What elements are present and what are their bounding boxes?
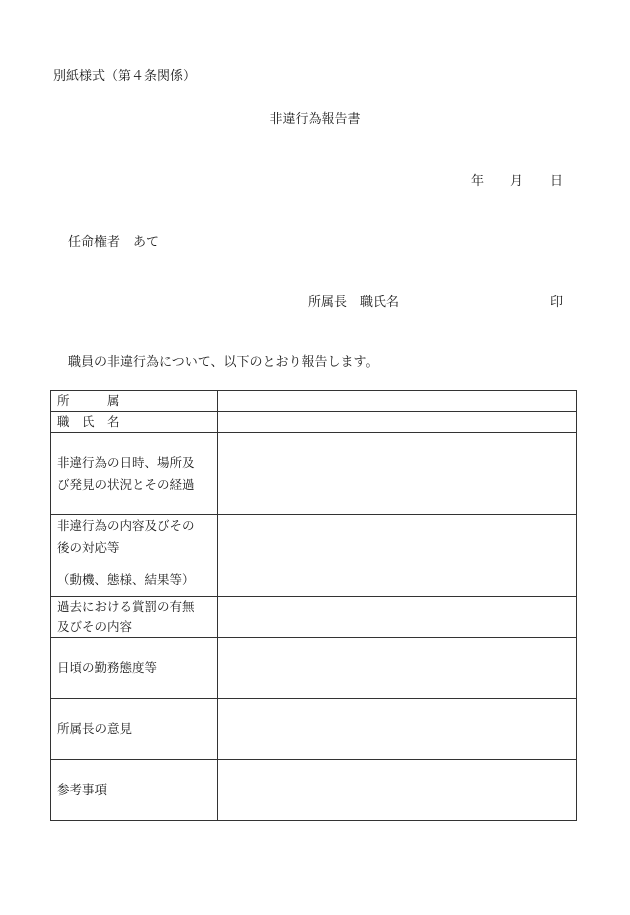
row-label-incident-circumstances: 非違行為の日時、場所及 び発見の状況とその経過: [57, 455, 195, 492]
row-label-work-attitude: 日頃の勤務態度等: [57, 660, 158, 675]
reference-field[interactable]: [218, 760, 577, 821]
table-row: [51, 515, 577, 597]
table-row: [51, 699, 577, 760]
incident-details-field[interactable]: [218, 515, 577, 597]
row-label-name: 職 氏 名: [57, 414, 120, 429]
document-title: 非違行為報告書: [269, 112, 361, 127]
row-label-incident-details: 非違行為の内容及びその 後の対応等 （動機、態様、結果等）: [51, 515, 217, 591]
row-label-past-record: 過去における賞罰の有無 及びその内容: [57, 599, 195, 634]
table-row: [51, 433, 577, 515]
row-label-reference: 参考事項: [57, 782, 108, 797]
incident-circumstances-field[interactable]: [218, 433, 577, 515]
past-record-field[interactable]: [218, 597, 577, 638]
row-label-department: 所 属: [57, 393, 120, 408]
row-label-manager-opinion: 所属長の意見: [57, 721, 133, 736]
department-field[interactable]: [218, 391, 577, 412]
seal-mark: 印: [550, 295, 564, 310]
manager-opinion-field[interactable]: [218, 699, 577, 760]
date-year-label: 年: [471, 174, 485, 189]
row-note-details: （動機、態様、結果等）: [57, 572, 195, 587]
table-row: [51, 597, 577, 638]
addressee: 任命権者 あて: [68, 235, 160, 250]
table-row: [51, 391, 577, 412]
sender-label: 所属長 職氏名: [308, 295, 400, 310]
intro-text: 職員の非違行為について、以下のとおり報告します。: [68, 355, 379, 370]
date-month-label: 月: [510, 174, 524, 189]
table-row: [51, 760, 577, 821]
form-reference: 別紙様式（第４条関係）: [53, 69, 197, 84]
date-day-label: 日: [550, 174, 564, 189]
table-row: [51, 412, 577, 433]
report-form-table: [50, 390, 577, 821]
work-attitude-field[interactable]: [218, 638, 577, 699]
name-field[interactable]: [218, 412, 577, 433]
table-row: [51, 638, 577, 699]
